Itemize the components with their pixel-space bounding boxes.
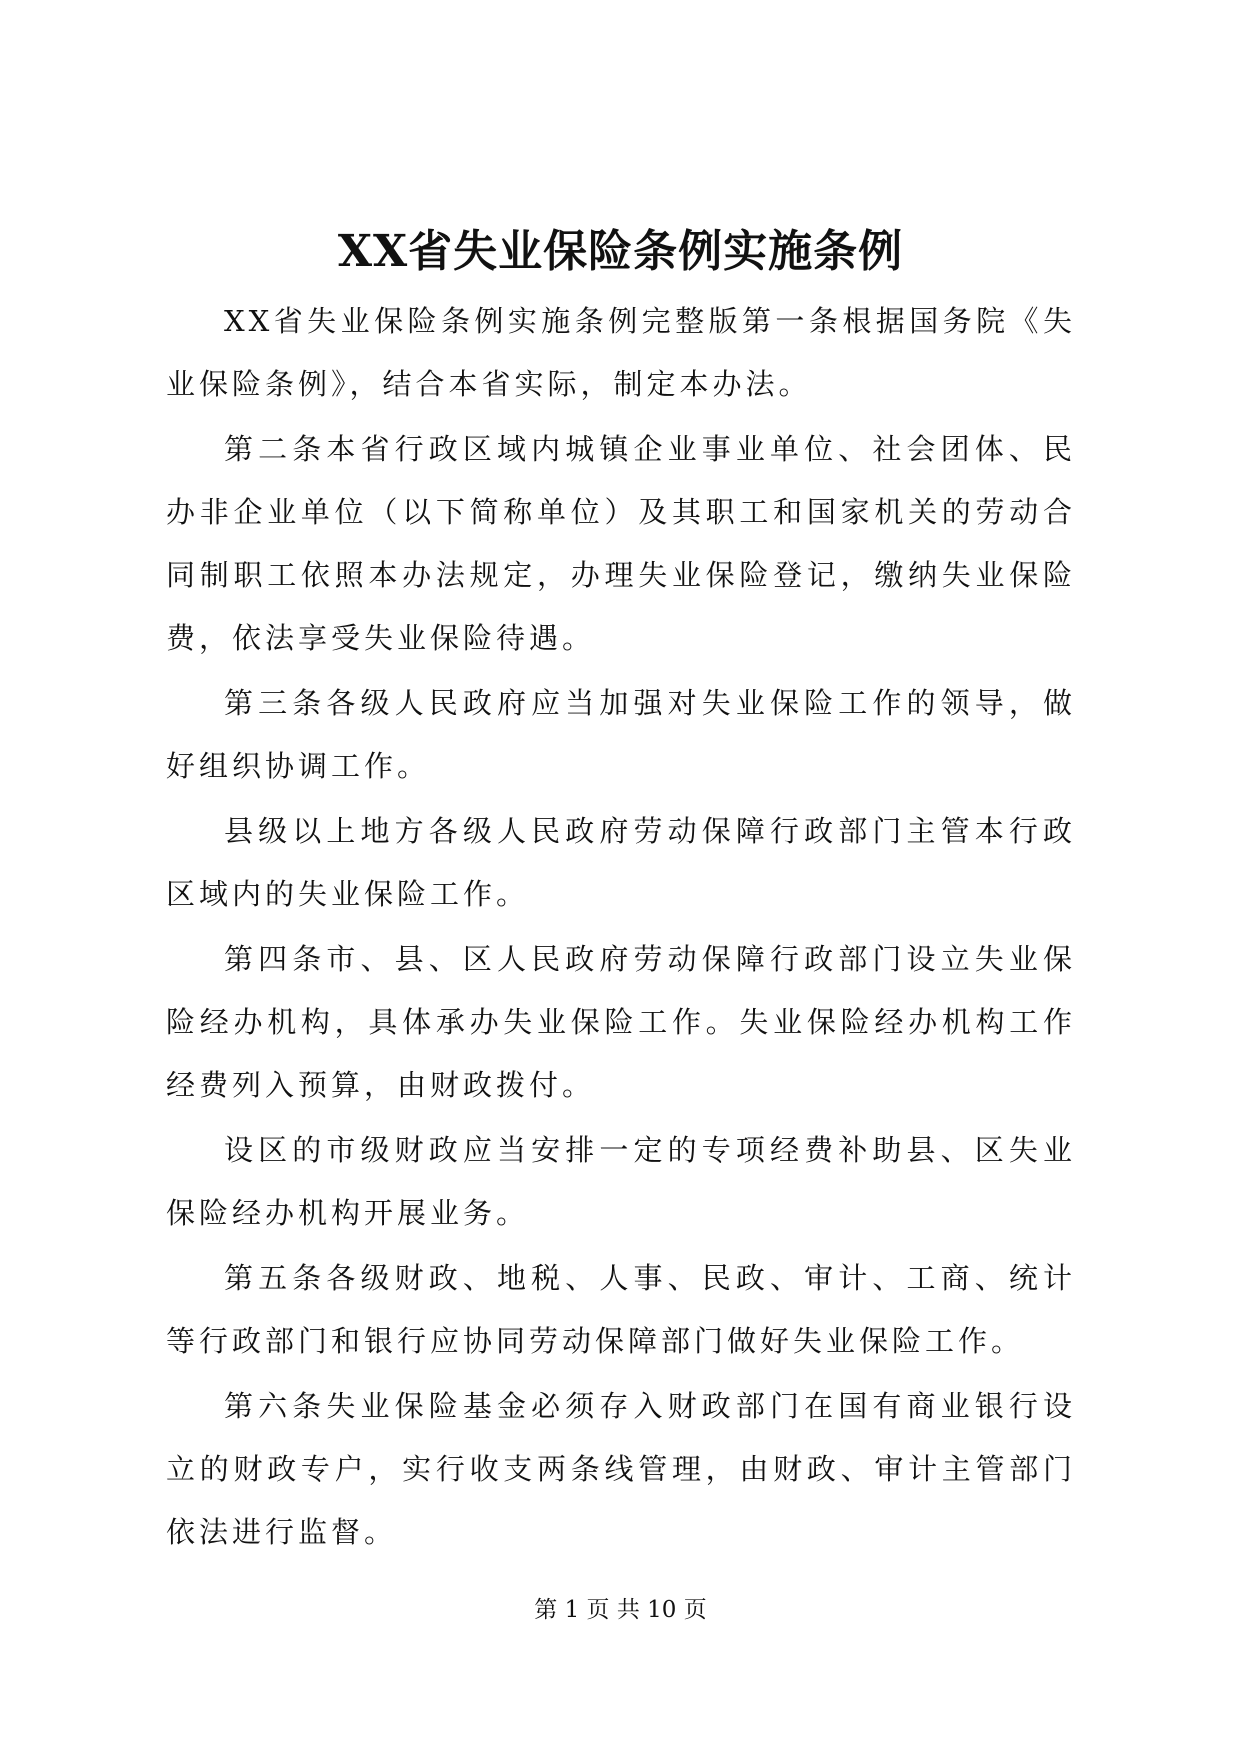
- paragraph-8: 第六条失业保险基金必须存入财政部门在国有商业银行设立的财政专户，实行收支两条线管理，由财政、审计主管部门依法进行监督。: [166, 1389, 1076, 1549]
- paragraph-1: XX省失业保险条例实施条例完整版第一条根据国务院《失业保险条例》，结合本省实际，制定本办法。: [166, 304, 1076, 401]
- paragraph-2: 第二条本省行政区域内城镇企业事业单位、社会团体、民办非企业单位（以下简称单位）及其职工和国家机关的劳动合同制职工依照本办法规定，办理失业保险登记，缴纳失业保险费，依法享受失业保险待遇。: [166, 432, 1076, 655]
- paragraph-3: 第三条各级人民政府应当加强对失业保险工作的领导，做好组织协调工作。: [166, 686, 1076, 783]
- paragraph-5: 第四条市、县、区人民政府劳动保障行政部门设立失业保险经办机构，具体承办失业保险工作。失业保险经办机构工作经费列入预算，由财政拨付。: [166, 942, 1076, 1102]
- document-title: XX省失业保险条例实施条例: [337, 226, 904, 277]
- paragraph-7: 第五条各级财政、地税、人事、民政、审计、工商、统计等行政部门和银行应协同劳动保障部门做好失业保险工作。: [166, 1261, 1076, 1358]
- paragraph-6: 设区的市级财政应当安排一定的专项经费补助县、区失业保险经办机构开展业务。: [166, 1133, 1076, 1230]
- page-footer: 第 1 页 共 10 页: [534, 1597, 707, 1623]
- paragraph-4: 县级以上地方各级人民政府劳动保障行政部门主管本行政区域内的失业保险工作。: [166, 814, 1076, 911]
- document-body: [166, 290, 1076, 1566]
